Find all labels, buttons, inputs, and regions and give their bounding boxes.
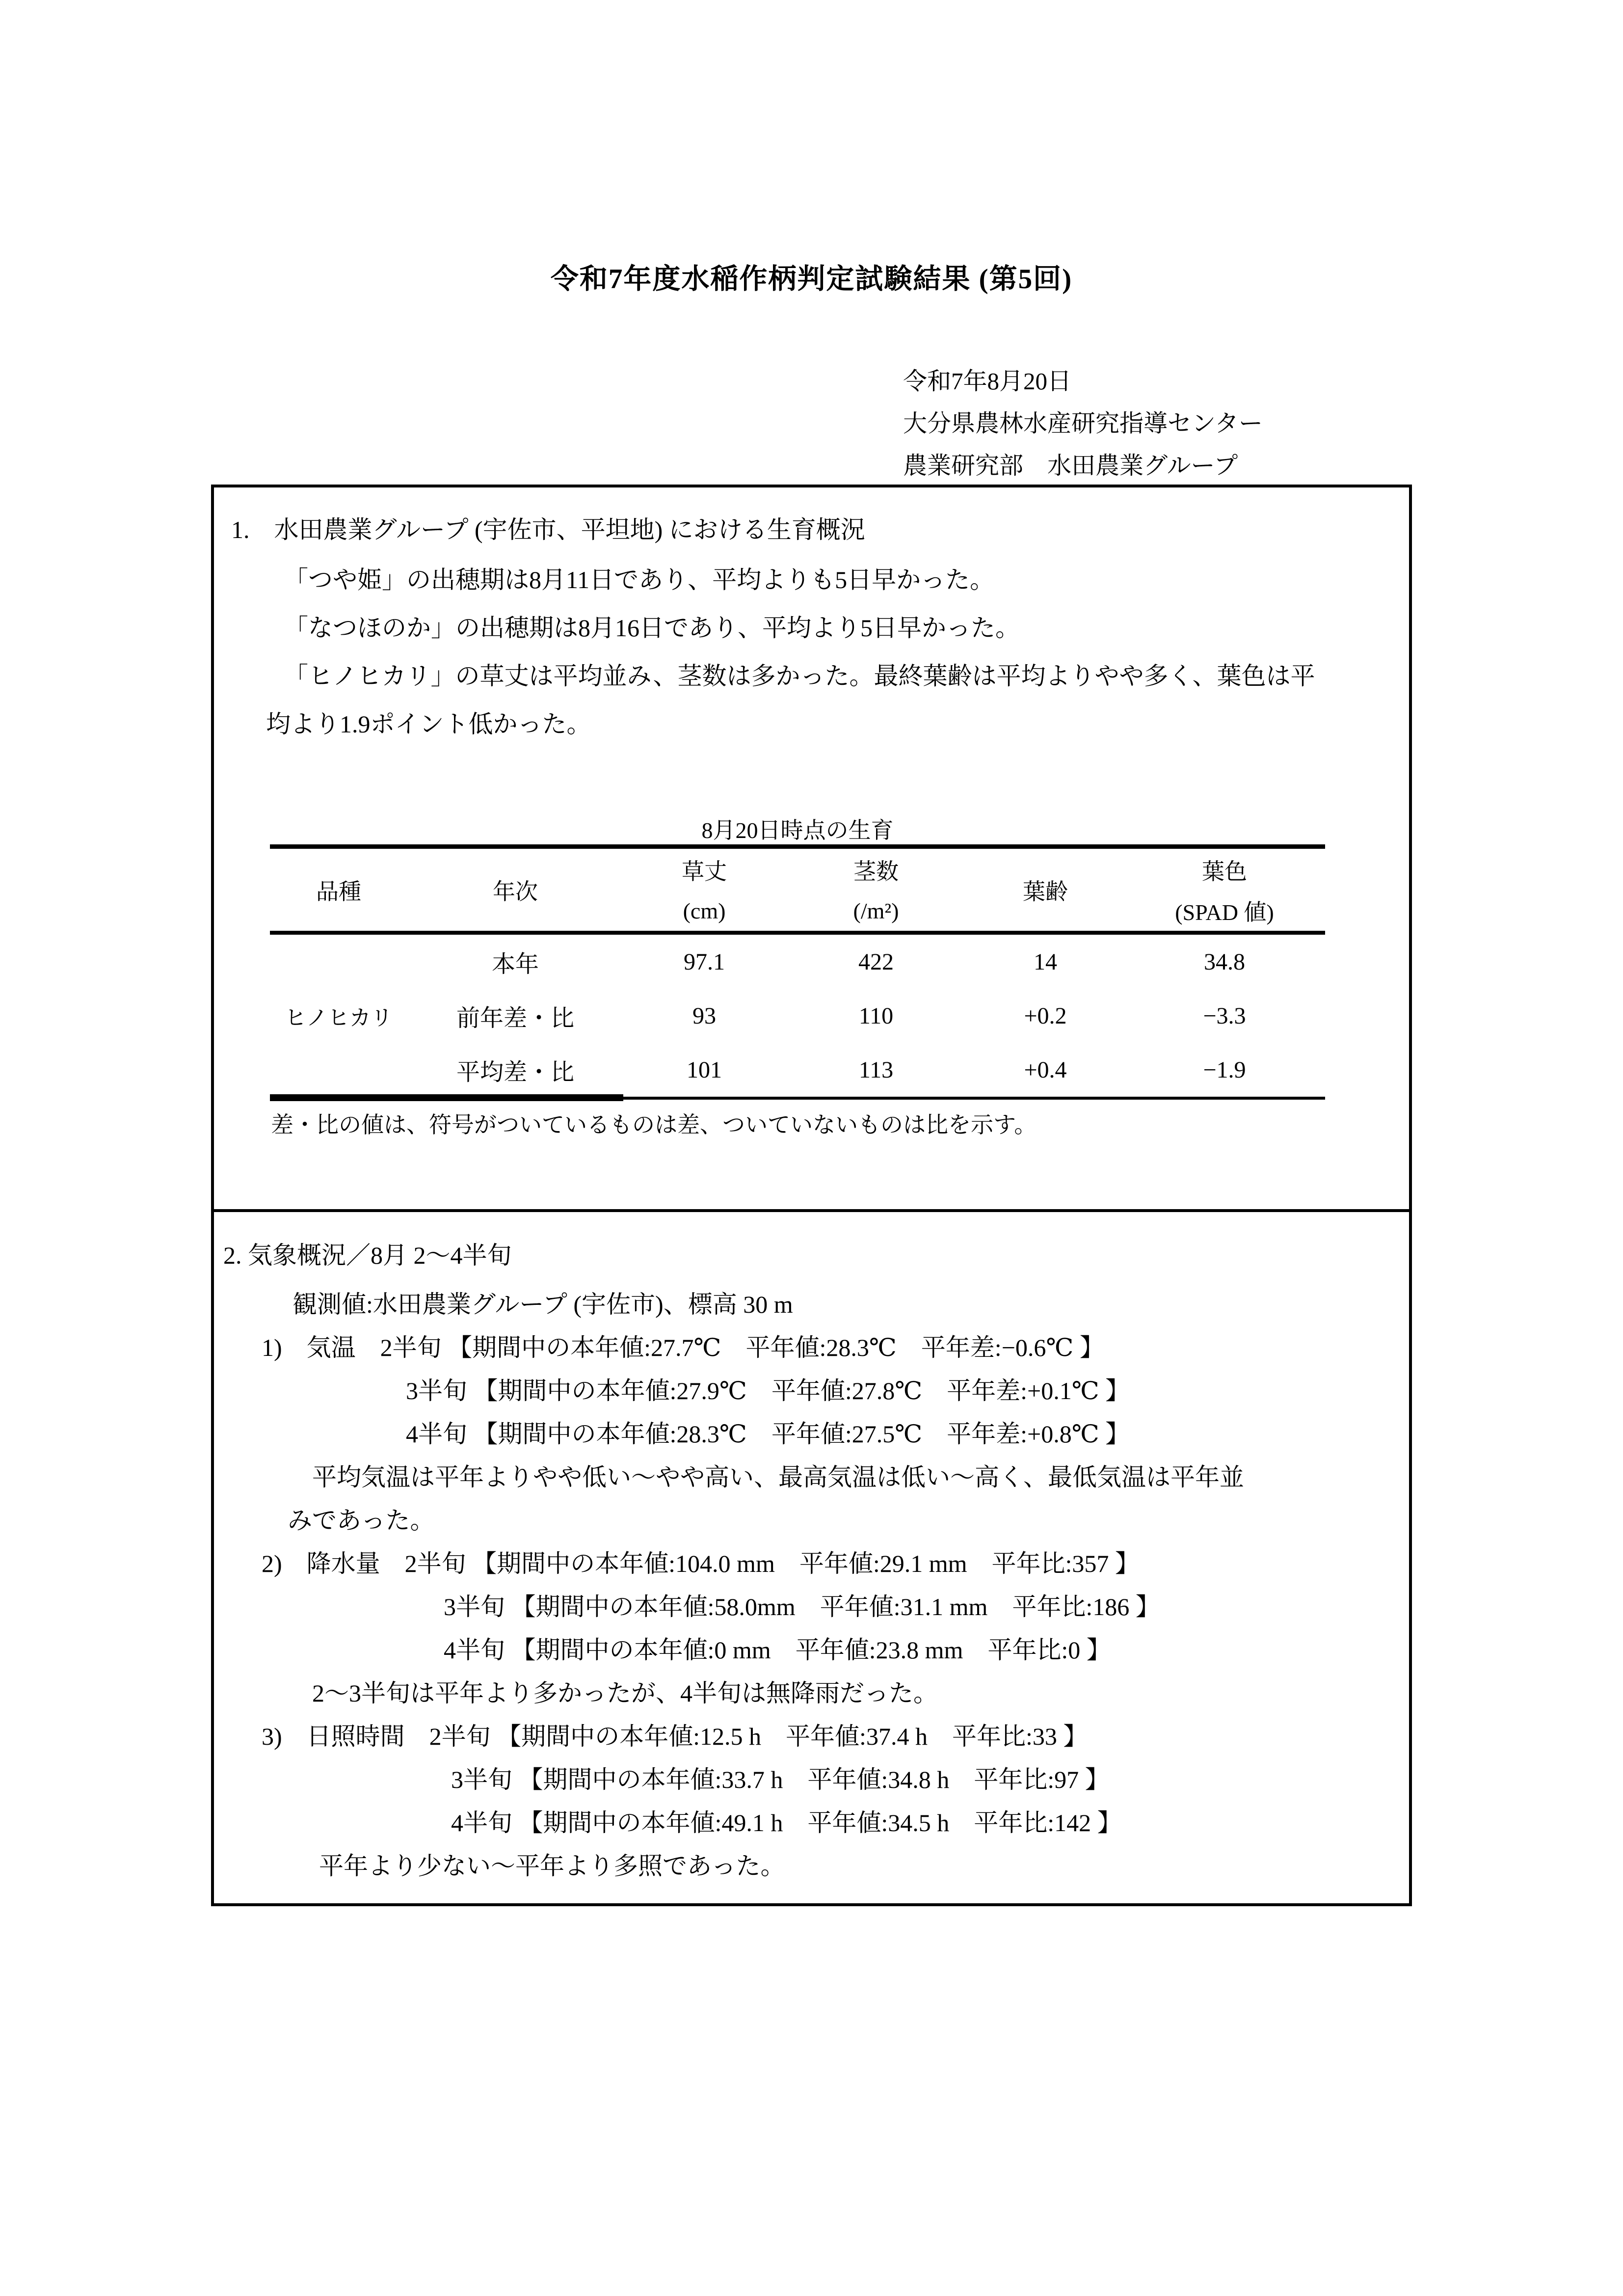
growth-table <box>270 844 1325 1100</box>
table-top-rule <box>270 844 1325 849</box>
table-header-rule <box>270 931 1325 935</box>
col-header-variety: 品種 <box>316 879 361 904</box>
temperature-label: 1) 気温 <box>262 1334 380 1361</box>
table-cell-leaf-color: 34.8 <box>1204 948 1245 975</box>
table-footnote: 差・比の値は、符号がついているものは差、ついていないものは比を示す。 <box>271 1112 1037 1137</box>
col-header-plant-height-unit: (cm) <box>683 898 726 923</box>
rainfall-summary-line: 2～3半旬は平年より多かったが、4半旬は無降雨だった。 <box>312 1679 938 1707</box>
table-cell-leaf-age: 14 <box>1034 948 1057 975</box>
table-cell-year: 前年差・比 <box>456 1005 574 1031</box>
temperature-row: 3半旬 【期間中の本年値:27.9℃ 平年値:27.8℃ 平年差:+0.1℃ 】 <box>406 1377 1130 1405</box>
sunshine-row: 4半旬 【期間中の本年値:49.1 h 平年値:34.5 h 平年比:142 】 <box>451 1809 1122 1837</box>
growth-paragraph-line: 「つや姫」の出穂期は8月11日であり、平均よりも5日早かった。 <box>284 566 995 594</box>
sunshine-line <box>262 1722 1088 1751</box>
rainfall-row: 4半旬 【期間中の本年値:0 mm 平年値:23.8 mm 平年比:0 】 <box>444 1636 1111 1664</box>
col-header-plant-height: 草丈 <box>682 859 727 884</box>
page-title: 令和7年度水稲作柄判定試験結果 (第5回) <box>550 264 1073 295</box>
table-cell-variety: ヒノヒカリ <box>285 1006 393 1030</box>
sunshine-row: 3半旬 【期間中の本年値:33.7 h 平年値:34.8 h 平年比:97 】 <box>451 1766 1110 1793</box>
col-header-stem-count: 茎数 <box>853 859 899 884</box>
table-cell-plant-height: 97.1 <box>684 948 725 975</box>
col-header-year: 年次 <box>493 879 538 904</box>
table-cell-leaf-age: +0.2 <box>1024 1002 1067 1029</box>
col-header-stem-count-unit: (/m²) <box>853 898 899 923</box>
issue-date: 令和7年8月20日 <box>903 368 1072 395</box>
growth-overview-box <box>211 485 1412 1209</box>
temperature-line <box>262 1333 1104 1362</box>
rainfall-line <box>262 1549 1140 1578</box>
table-cell-leaf-color: −3.3 <box>1203 1002 1246 1029</box>
table-cell-leaf-age: +0.4 <box>1024 1056 1067 1083</box>
table-cell-stem-count: 113 <box>858 1056 894 1083</box>
table-bottom-rule <box>270 1097 1325 1100</box>
table-caption: 8月20日時点の生育 <box>701 818 894 843</box>
table-cell-year: 平均差・比 <box>456 1059 574 1085</box>
table-cell-stem-count: 422 <box>858 948 894 975</box>
col-header-leaf-color: 葉色 <box>1202 859 1247 884</box>
table-cell-year: 本年 <box>491 951 539 977</box>
growth-paragraph-line: 「ヒノヒカリ」の草丈は平均並み、茎数は多かった。最終葉齢は平均よりやや多く、葉色は平 <box>284 662 1315 690</box>
temperature-row: 4半旬 【期間中の本年値:28.3℃ 平年値:27.5℃ 平年差:+0.8℃ 】 <box>406 1420 1130 1448</box>
table-cell-leaf-color: −1.9 <box>1203 1056 1246 1083</box>
rainfall-label: 2) 降水量 <box>262 1550 405 1577</box>
organization-name: 大分県農林水産研究指導センター <box>903 410 1263 437</box>
table-bottom-rule-thick-segment <box>270 1094 623 1101</box>
table-cell-plant-height: 101 <box>687 1056 722 1083</box>
rainfall-row: 2半旬 【期間中の本年値:104.0 mm 平年値:29.1 mm 平年比:357 】 <box>404 1550 1140 1577</box>
col-header-leaf-color-unit: (SPAD 値) <box>1175 900 1274 925</box>
weather-heading: 2. 気象概況／8月 2～4半旬 <box>223 1242 512 1269</box>
temperature-summary-line: みであった。 <box>288 1507 435 1534</box>
observation-line: 観測値:水田農業グループ (宇佐市)、標高 30 m <box>293 1291 793 1318</box>
sunshine-summary-line: 平年より少ない～平年より多照であった。 <box>319 1852 785 1880</box>
temperature-row: 2半旬 【期間中の本年値:27.7℃ 平年値:28.3℃ 平年差:−0.6℃ 】 <box>380 1334 1104 1361</box>
growth-heading: 1. 水田農業グループ (宇佐市、平坦地) における生育概況 <box>231 516 865 543</box>
col-header-leaf-age: 葉齢 <box>1023 879 1068 904</box>
growth-paragraph-line: 「なつほのか」の出穂期は8月16日であり、平均より5日早かった。 <box>284 614 1020 642</box>
table-header-row <box>270 849 1325 931</box>
rainfall-row: 3半旬 【期間中の本年値:58.0mm 平年値:31.1 mm 平年比:186 】 <box>444 1593 1160 1621</box>
table-cell-stem-count: 110 <box>858 1002 894 1029</box>
weather-overview-box <box>211 1209 1412 1906</box>
temperature-summary-line: 平均気温は平年よりやや低い～やや高い、最高気温は低い～高く、最低気温は平年並 <box>312 1463 1244 1491</box>
table-body <box>270 935 1325 1097</box>
growth-paragraph-line: 均より1.9ポイント低かった。 <box>266 710 591 738</box>
table-cell-plant-height: 93 <box>692 1002 716 1029</box>
sunshine-row: 2半旬 【期間中の本年値:12.5 h 平年値:37.4 h 平年比:33 】 <box>429 1723 1088 1750</box>
department-name: 農業研究部 水田農業グループ <box>903 452 1238 479</box>
sunshine-label: 3) 日照時間 <box>262 1723 429 1750</box>
